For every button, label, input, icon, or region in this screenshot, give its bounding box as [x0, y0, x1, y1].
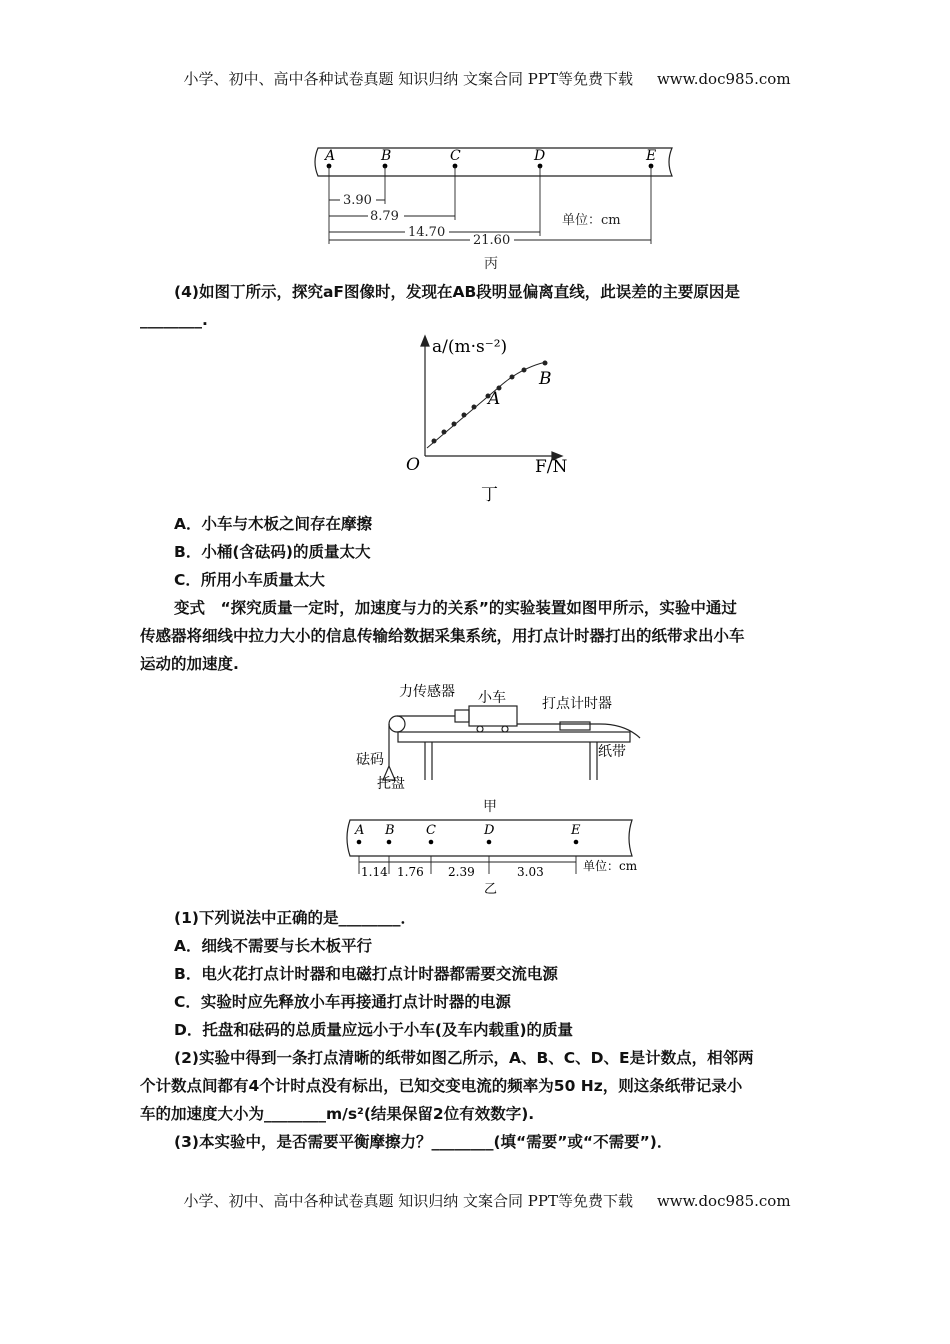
graph-x-label: F/N — [535, 457, 568, 477]
question-4-options — [140, 510, 820, 678]
v1-option-d: D．托盘和砝码的总质量应远小于小车(及车内载重)的质量 — [174, 1021, 574, 1039]
variant-line-1: 变式 “探究质量一定时，加速度与力的关系”的实验装置如图甲所示，实验中通过 — [174, 599, 737, 617]
dim-3-90: 3.90 — [343, 193, 372, 208]
caption-ding: 丁 — [481, 485, 498, 505]
variant-line-2: 传感器将细线中拉力大小的信息传输给数据采集系统，用打点计时器打出的纸带求出小车 — [140, 627, 745, 645]
variant-line-3: 运动的加速度. — [140, 655, 239, 673]
v1-option-a: A．细线不需要与长木板平行 — [174, 937, 372, 955]
tape2-point-b: B — [385, 823, 395, 838]
figure-ding-graph — [0, 328, 950, 508]
v2-line-1: (2)实验中得到一条打点清晰的纸带如图乙所示，A、B、C、D、E是计数点，相邻两 — [174, 1049, 754, 1067]
question-4-text: (4)如图丁所示，探究aF图像时，发现在AB段明显偏离直线，此误差的主要原因是 — [174, 283, 740, 301]
v1-option-c: C．实验时应先释放小车再接通打点计时器的电源 — [174, 993, 511, 1011]
tape-point-a: A — [325, 148, 336, 164]
tape2-point-a: A — [355, 823, 365, 838]
question-4-blank: ________. — [140, 311, 208, 329]
graph-y-label: a/(m·s⁻²) — [432, 337, 508, 357]
dim2-1-76: 1.76 — [397, 865, 424, 879]
v2-line-2: 个计数点间都有4个计时点没有标出，已知交变电流的频率为50 Hz，则这条纸带记录小 — [140, 1077, 743, 1095]
option-b: B．小桶(含砝码)的质量太大 — [174, 543, 371, 561]
header-text: 小学、初中、高中各种试卷真题 知识归纳 文案合同 PPT等免费下载 — [183, 70, 633, 88]
tape-point-c: C — [450, 148, 461, 164]
v2-line-3: 车的加速度大小为________m/s²(结果保留2位有效数字). — [140, 1105, 535, 1123]
figure-yi-tape — [0, 816, 950, 896]
figure-bing-tape — [0, 140, 950, 270]
unit2-label: 单位：cm — [583, 859, 638, 873]
graph-point-a: A — [488, 389, 501, 409]
v1-option-b: B．电火花打点计时器和电磁打点计时器都需要交流电源 — [174, 965, 558, 983]
v1-text: (1)下列说法中正确的是________． — [174, 909, 416, 927]
caption-bing: 丙 — [484, 256, 498, 272]
v3-text: (3)本实验中，是否需要平衡摩擦力？________(填“需要”或“不需要”)． — [174, 1133, 673, 1151]
tape2-point-d: D — [484, 823, 495, 838]
label-timer: 打点计时器 — [542, 696, 612, 712]
figure-jia-apparatus — [0, 680, 950, 800]
dim2-1-14: 1.14 — [361, 865, 388, 879]
label-sensor: 力传感器 — [399, 684, 455, 700]
tape-point-b: B — [381, 148, 392, 164]
option-c: C．所用小车质量太大 — [174, 571, 325, 589]
dim2-3-03: 3.03 — [517, 865, 544, 879]
caption-jia: 甲 — [483, 799, 497, 815]
tape-point-d: D — [534, 148, 546, 164]
caption-yi: 乙 — [484, 882, 498, 897]
dim-8-79: 8.79 — [370, 209, 399, 224]
tape2-point-e: E — [571, 823, 581, 838]
label-tape: 纸带 — [598, 744, 626, 760]
option-a: A．小车与木板之间存在摩擦 — [174, 515, 372, 533]
tape-point-e: E — [646, 148, 657, 164]
dim-21-60: 21.60 — [473, 233, 511, 248]
page-footer — [0, 1190, 950, 1211]
label-tray: 托盘 — [377, 776, 405, 792]
question-4 — [140, 278, 820, 334]
graph-origin: O — [406, 455, 420, 475]
dim2-2-39: 2.39 — [448, 865, 475, 879]
variant-questions — [140, 904, 820, 1156]
dim-14-70: 14.70 — [408, 225, 446, 240]
footer-text: 小学、初中、高中各种试卷真题 知识归纳 文案合同 PPT等免费下载 — [183, 1192, 633, 1210]
label-weight: 砝码 — [356, 752, 384, 768]
graph-point-b: B — [539, 369, 552, 389]
footer-url: www.doc985.com — [656, 1192, 791, 1210]
header-url: www.doc985.com — [656, 70, 791, 88]
tape2-point-c: C — [426, 823, 436, 838]
label-car: 小车 — [478, 690, 506, 706]
unit-label: 单位：cm — [562, 213, 621, 228]
page-header — [0, 68, 950, 89]
